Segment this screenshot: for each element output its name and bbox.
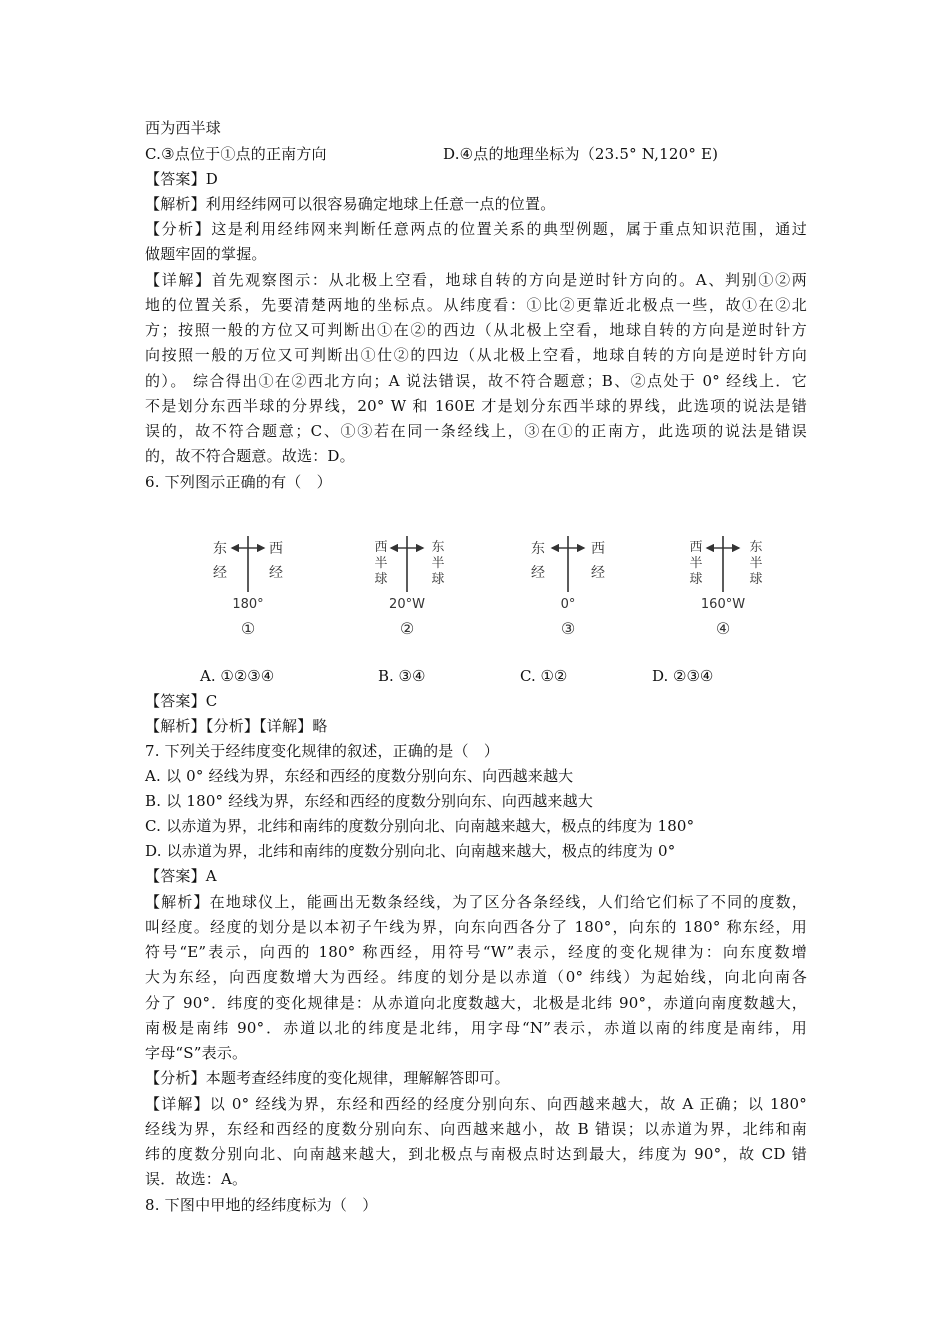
text-line: 纬的度数分别向北、向南越来越大，到北极点与南极点时达到最大，纬度为 90°，故 CD 错 bbox=[145, 1145, 807, 1163]
answer-line: 【答案】D bbox=[145, 170, 219, 188]
text-line: 【解析】在地球仪上，能画出无数条经线，为了区分各条经线，人们给它们标了不同的度数， bbox=[145, 893, 807, 911]
text-line: 【详解】首先观察图示：从北极上空看，地球自转的方向是逆时针方向的。A、判别①②两 bbox=[145, 271, 807, 289]
meridian-figure bbox=[150, 528, 800, 644]
left-label: 经 bbox=[213, 565, 227, 581]
right-label: 经 bbox=[269, 565, 283, 581]
text-line: 的）。 综合得出①在②西北方向；A 说法错误，故不符合题意；B、②点处于 0° 经线上．它 bbox=[145, 372, 807, 390]
diagram-number: ② bbox=[399, 619, 415, 638]
option-b: B. 以 180° 经线为界，东经和西经的度数分别向东、向西越来越大 bbox=[145, 792, 594, 810]
option-d: D. 以赤道为界，北纬和南纬的度数分别向北、向南越来越大，极点的纬度为 0° bbox=[145, 842, 676, 860]
text-line: 地的位置关系，先要清楚两地的坐标点。从纬度看：①比②更靠近北极点一些，故①在②北 bbox=[145, 296, 807, 314]
text-line: 做题牢固的掌握。 bbox=[145, 245, 267, 263]
question-6: 6. 下列图示正确的有（ ） bbox=[145, 473, 332, 491]
right-label: 球 bbox=[431, 572, 445, 587]
text-line: 西为西半球 bbox=[145, 119, 222, 137]
diagram-number: ① bbox=[240, 619, 256, 638]
text-line: 【详解】以 0° 经线为界，东经和西经的经度分别向东、向西越来越大，故 A 正确；以 180° bbox=[145, 1095, 807, 1113]
option-d: D. ②③④ bbox=[652, 667, 714, 685]
left-label: 球 bbox=[689, 572, 703, 587]
meridian-label: 160°W bbox=[700, 597, 746, 612]
left-label: 半 bbox=[689, 556, 703, 571]
left-label: 西 bbox=[689, 540, 703, 555]
right-label: 经 bbox=[591, 565, 605, 581]
right-label: 半 bbox=[749, 556, 763, 571]
text-line: 不是划分东西半球的分界线，20° W 和 160E 才是划分东西半球的界线，此选项的说法是错 bbox=[145, 397, 807, 415]
meridian-label: 180° bbox=[232, 597, 264, 612]
analysis-line: 【分析】本题考查经纬度的变化规律，理解解答即可。 bbox=[145, 1069, 510, 1087]
text-line: 向按照一般的万位又可判断出①仕②的四边（从北极上空看，地球自转的方向是逆时针方向 bbox=[145, 346, 807, 364]
left-label: 球 bbox=[374, 572, 388, 587]
option-a: A. ①②③④ bbox=[200, 667, 275, 685]
diagram-number: ③ bbox=[560, 619, 576, 638]
option-c: C.③点位于①点的正南方向 bbox=[145, 145, 327, 163]
question-7: 7. 下列关于经纬度变化规律的叙述，正确的是（ ） bbox=[145, 742, 500, 760]
diagram-3 bbox=[531, 536, 605, 638]
left-label: 东 bbox=[531, 541, 545, 557]
text-line: 方；按照一般的方位又可判断出①在②的西边（从北极上空看，地球自转的方向是逆时针方 bbox=[145, 321, 807, 339]
left-label: 半 bbox=[374, 556, 388, 571]
text-line: 误的，故不符合题意；C、①③若在同一条经线上，③在①的正南方，此选项的说法是错误 bbox=[145, 422, 807, 440]
option-d: D.④点的地理坐标为（23.5° N,120° E) bbox=[443, 145, 719, 163]
diagram-2 bbox=[374, 536, 444, 638]
text-line: 的，故不符合题意。故选：D。 bbox=[145, 447, 355, 465]
right-label: 东 bbox=[749, 540, 763, 555]
diagram-4 bbox=[689, 536, 762, 638]
right-label: 西 bbox=[591, 541, 605, 557]
meridian-label: 20°W bbox=[389, 597, 425, 612]
right-label: 西 bbox=[269, 541, 283, 557]
meridian-label: 0° bbox=[560, 597, 576, 612]
left-label: 经 bbox=[531, 565, 545, 581]
left-label: 西 bbox=[374, 540, 388, 555]
text-line: 字母“S”表示。 bbox=[145, 1044, 248, 1062]
right-label: 球 bbox=[749, 572, 763, 587]
text-line: 叫经度。经度的划分是以本初子午线为界，向东向西各分了 180°，向东的 180° 称东经，用 bbox=[145, 918, 807, 936]
option-b: B. ③④ bbox=[378, 667, 426, 685]
question-8: 8. 下图中甲地的经纬度标为（ ） bbox=[145, 1196, 378, 1214]
text-line: 经线为界，东经和西经的度数分别向东、向西越来越小，故 B 错误；以赤道为界，北纬和南 bbox=[145, 1120, 807, 1138]
left-label: 东 bbox=[213, 541, 227, 557]
option-c: C. 以赤道为界，北纬和南纬的度数分别向北、向南越来越大，极点的纬度为 180° bbox=[145, 817, 695, 835]
text-line: 大为东经，向西度数增大为西经。纬度的划分是以赤道（0° 纬线）为起始线，向北向南各 bbox=[145, 968, 807, 986]
text-line: 分了 90°．纬度的变化规律是：从赤道向北度数越大，北极是北纬 90°，赤道向南度数越大， bbox=[145, 994, 807, 1012]
answer-line: 【答案】C bbox=[145, 692, 218, 710]
text-line: 南极是南纬 90°．赤道以北的纬度是北纬，用字母“N”表示，赤道以南的纬度是南纬，用 bbox=[145, 1019, 807, 1037]
diagram-number: ④ bbox=[715, 619, 731, 638]
text-line: 【分析】这是利用经纬网来判断任意两点的位置关系的典型例题，属于重点知识范围，通过 bbox=[145, 220, 807, 238]
right-label: 半 bbox=[431, 556, 445, 571]
option-c: C. ①② bbox=[520, 667, 568, 685]
option-a: A. 以 0° 经线为界，东经和西经的度数分别向东、向西越来越大 bbox=[145, 767, 574, 785]
text-line: 误．故选：A。 bbox=[145, 1170, 248, 1188]
text-line: 符号“E”表示，向西的 180° 称西经，用符号“W”表示，经度的变化规律为：向东度数增 bbox=[145, 943, 807, 961]
answer-line: 【答案】A bbox=[145, 867, 217, 885]
diagram-1 bbox=[213, 536, 283, 638]
right-label: 东 bbox=[431, 540, 445, 555]
analysis-line: 【解析】利用经纬网可以很容易确定地球上任意一点的位置。 bbox=[145, 195, 556, 213]
analysis-line: 【解析】【分析】【详解】略 bbox=[145, 717, 328, 735]
